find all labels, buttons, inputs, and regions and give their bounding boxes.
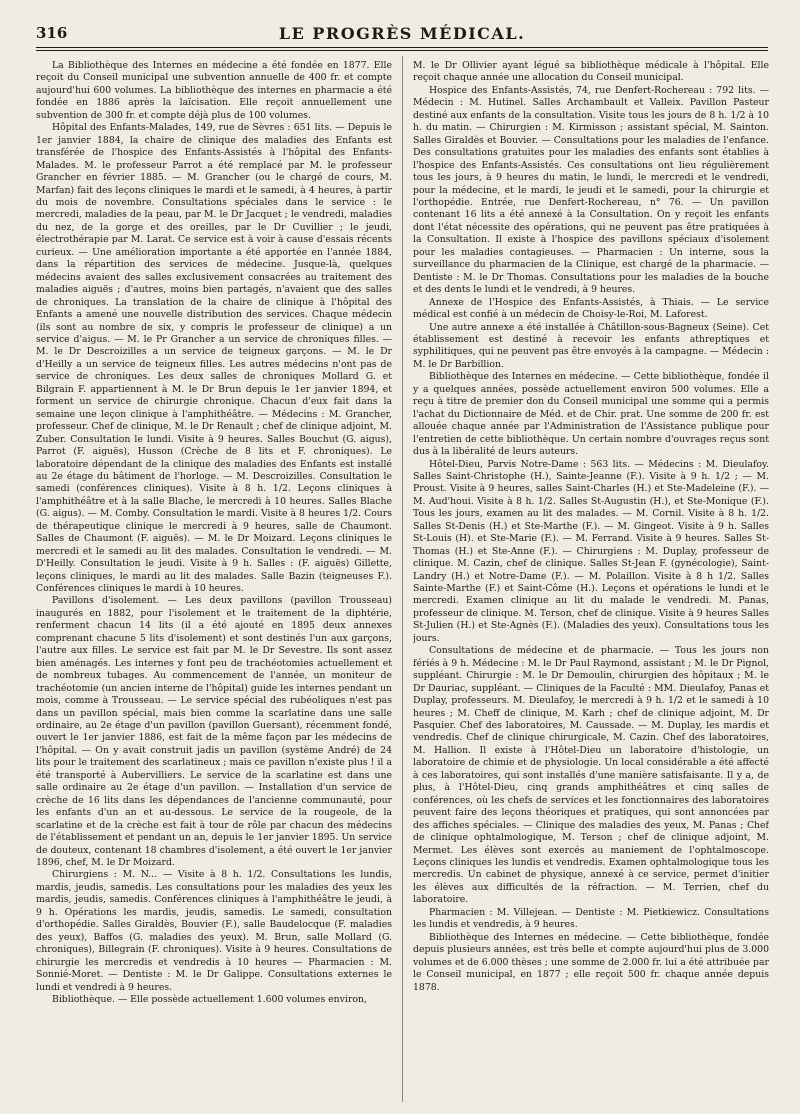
paragraph: Pharmacien : M. Villejean. — Dentiste : M. Pietkiewicz. Consultations les lundis et vendredis, à 9 heures. [413, 906, 769, 931]
paragraph: M. le Dr Ollivier ayant légué sa bibliothèque médicale à l'hôpital. Elle reçoit chaque année une allocation du Conseil municipal. [413, 60, 769, 84]
paragraph: Hôpital des Enfants-Malades, 149, rue de Sèvres : 651 lits. — Depuis le 1er janvier 1884, la chaire de clinique des maladies des Enfants est transférée de l'hospice des Enfants-Assistés à l'hôpital des Enfants-Malades. M. le professeur Parrot a été remplacé par M. le professeur Grancher en février 1885. — M. Grancher (ou le chargé de cours, M. Marfan) fait des leçons cliniques le mardi et le samedi, à 4 heures, à partir du mois de novembre. Consultations spéciales dans le service : le mercredi, maladies de la peau, par M. le Dr Jacquet ; le vendredi, maladies du nez, de la gorge et des oreilles, par le Dr Cuvillier ; le jeudi, électrothérapie par M. Larat. Ce service est à voir à cause d'essais récents curieux. — Une amélioration importante a été apportée en l'année 1884, dans la répartition des services de médecine. Jusque-là, quelques médecins avaient des salles exclusivement consacrées au traitement des maladies aiguës ; d'autres, moins bien partagés, n'avaient que des salles de chroniques. La translation de la chaire de clinique à l'hôpital des Enfants a amené une nouvelle distribution des services. Chaque médecin (ils sont au nombre de six, y compris le professeur de clinique) a un service d'aigus. — M. le Pr Grancher a un service de chroniques filles. — M. le Dr Descroizilles a un service de teigneux garçons. — M. le Dr d'Heilly a un service de teigneux filles. Les autres médecins n'ont pas de service de chroniques. Les deux salles de chroniques Mollard G. et Bilgrain F. appartiennent à M. le Dr Brun depuis le 1er janvier 1894, et forment un service de chirurgie chronique. Chacun d'eux fait dans la semaine une leçon clinique à l'amphithéâtre. — Médecins : M. Grancher, professeur. Chef de clinique, M. le Dr Renault ; chef de clinique adjoint, M. Zuber. Consultation le lundi. Visite à 9 heures. Salles Bouchut (G. aigus), Parrot (F. aiguës), Husson (Crèche de 8 lits et F. chroniques). Le laboratoire dépendant de la clinique des maladies des Enfants est installé au 2e étage du bâtiment de l'horloge. — M. Descroizilles. Consultation le samedi (conférences cliniques). Visite à 8 h. 1/2. Leçons cliniques à l'amphithéâtre et à la salle Blache, le mercredi à 10 heures. Salles Blache (G. aigus). — M. Comby. Consultation le mardi. Visite à 8 heures 1/2. Cours de thérapeutique clinique le mercredi à 9 heures, salle de Chaumont. Salles de Chaumont (F. aiguës). — M. le Dr Moizard. Leçons cliniques le mercredi et le samedi au lit des malades. Consultation le vendredi. — M. D'Heilly. Consultation le jeudi. Visite à 9 h. Salles : (F. aiguës) Gillette, leçons cliniques, le mardi au lit des malades. Salle Bazin (teigneuses F.). Conférences cliniques le mardi à 10 heures. [36, 122, 392, 595]
paragraph: Consultations de médecine et de pharmacie. — Tous les jours non fériés à 9 h. Médecine : M. le Dr Paul Raymond, assistant ; M. le Dr Pignol, suppléant. Chirurgie : M. le Dr Demoulin, chirurgien des hôpitaux ; M. le Dr Dauriac, suppléant. — Cliniques de la Faculté : MM. Dieulafoy, Panas et Duplay, professeurs. M. Dieulafoy, le mercredi à 9 h. 1/2 et le samedi à 10 heures ; M. Cheff de clinique, M. Karh ; chef de clinique adjoint, M. Dr Pasquier. Chef des laboratoires, M. Caussade. — M. Duplay, les mardis et vendredis. Chef de clinique chirurgicale, M. Cazin. Chef des laboratoires, M. Hallion. Il existe à l'Hôtel-Dieu un laboratoire d'histologie, un laboratoire de chimie et de physiologie. Un local considérable a été affecté à ces laboratoires, qui sont installés d'une manière satisfaisante. Il y a, de plus, à l'Hôtel-Dieu, cinq grands amphithéâtres et cinq salles de conférences, où les chefs de services et les fonctionnaires des laboratoires peuvent faire des leçons théoriques et pratiques, qui sont annoncées par des affiches spéciales. — Clinique des maladies des yeux, M. Panas ; Chef de clinique ophtalmologique, M. Terson ; chef de clinique adjoint, M. Mermet. Les élèves sont exercés au maniement de l'ophtalmoscope. Leçons cliniques les lundis et vendredis. Examen ophtalmologique tous les mercredis. Un cabinet de physique, annexé à ce service, permet d'initier les élèves aux difficultés de la réfraction. — M. Terrien, chef du laboratoire. [413, 645, 769, 906]
paragraph: Une autre annexe a été installée à Châtillon-sous-Bagneux (Seine). Cet établissement est destiné à recevoir les enfants athreptiques et syphilitiques, qui ne peuvent pas être envoyés à la campagne. — Médecin : M. le Dr Barbillion. [413, 321, 769, 370]
header-rule-thin [36, 50, 768, 51]
left-column [36, 60, 392, 1100]
paragraph: Annexe de l'Hospice des Enfants-Assistés, à Thiais. — Le service médical est confié à un médecin de Choisy-le-Roi, M. Laforest. [413, 296, 769, 321]
paragraph: Hôtel-Dieu, Parvis Notre-Dame : 563 lits. — Médecins : M. Dieulafoy. Salles Saint-Christophe (H.), Sainte-Jeanne (F.). Visite à 9 h. 1/2 ; — M. Proust. Visite à 9 heures, salles Saint-Charles (H.) et Ste-Madeleine (F.). — M. Aud'houi. Visite à 8 h. 1/2. Salles St-Augustin (H.), et Ste-Monique (F.). Tous les jours, examen au lit des malades. — M. Cornil. Visite à 8 h. 1/2. Salles St-Denis (H.) et Ste-Marthe (F.). — M. Gingeot. Visite à 9 h. Salles St-Louis (H). et Ste-Marie (F.). — M. Ferrand. Visite à 9 heures. Salles St-Thomas (H.) et Ste-Anne (F.). — Chirurgiens : M. Duplay, professeur de clinique. M. Cazin, chef de clinique. Salles St-Jean F. (gynécologie), Saint-Landry (H.) et Notre-Dame (F.). — M. Polaillon. Visite à 8 h 1/2. Salles Sainte-Marthe (F.) et Saint-Côme (H.). Leçons et opérations le lundi et le mercredi. Examen clinique au lit du malade le vendredi. M. Panas, professeur de clinique. M. Terson, chef de clinique. Visite à 9 heures Salles St-Julien (H.) et Ste-Agnès (F.). (Maladies des yeux). Consultations tous les jours. [413, 458, 769, 644]
paragraph: Hospice des Enfants-Assistés, 74, rue Denfert-Rochereau : 792 lits. — Médecin : M. Hutinel. Salles Archambault et Valleix. Pavillon Pasteur destiné aux enfants de la consultation. Visite tous les jours de 8 h. 1/2 à 10 h. du matin. — Chirurgien : M. Kirmisson ; assistant spécial, M. Sainton. Salles Giraldès et Bouvier. — Consultations pour les maladies de l'enfance. Des consultations gratuites pour les maladies des enfants sont établies à l'hospice des Enfants-Assistés. Ces consultations ont lieu régulièrement tous les jours, à 9 heures du matin, le lundi, le mercredi et le vendredi, pour la médecine, et le mardi, le jeudi et le samedi, pour la chirurgie et l'orthopédie. Entrée, rue Denfert-Rochereau, n° 76. — Un pavillon contenant 16 lits a été annexé à la Consultation. On y reçoit les enfants dont l'état nécessite des opérations, qui ne peuvent pas être pratiquées à la Consultation. Il existe à l'hospice des pavillons spéciaux d'isolement pour les maladies contagieuses. — Pharmacien : Un interne, sous la surveillance du pharmacien de la Clinique, est chargé de la pharmacie. — Dentiste : M. le Dr Thomas. Consultations pour les maladies de la bouche et des dents le lundi et le vendredi, à 9 heures. [413, 84, 769, 296]
paragraph: La Bibliothèque des Internes en médecine a été fondée en 1877. Elle reçoit du Conseil municipal une subvention annuelle de 400 fr. et compte aujourd'hui 600 volumes. La bibliothèque des internes en pharmacie a été fondée en 1886 après la laïcisation. Elle reçoit annuellement une subvention de 300 fr. et compte déjà plus de 100 volumes. [36, 60, 392, 121]
paragraph: Bibliothèque des Internes en médecine. — Cette bibliothèque, fondée il y a quelques années, possède actuellement environ 500 volumes. Elle a reçu à titre de premier don du Conseil municipal une somme qui a permis l'achat du Dictionnaire de Méd. et de Chir. prat. Une somme de 200 fr. est allouée chaque année par l'Administration de l'Assistance publique pour l'entretien de cette bibliothèque. Un certain nombre d'ouvrages reçus sont dus à la libéralité de leurs auteurs. [413, 371, 769, 458]
column-divider [402, 56, 403, 1102]
journal-title: LE PROGRÈS MÉDICAL. [278, 24, 526, 43]
header-rule [36, 47, 768, 48]
paragraph: Pavillons d'isolement. — Les deux pavillons (pavillon Trousseau) inaugurés en 1882, pour l'isolement et le traitement de la diphtérie, renferment chacun 14 lits (il a été ajouté en 1895 deux annexes comprenant chacune 5 lits d'isolement) et sont destinés l'un aux garçons, l'autre aux filles. Le service est fait par M. le Dr Sevestre. Ils sont assez bien aménagés. Les internes y font peu de trachéotomies actuellement et de nombreux tubages. Au commencement de l'année, un moniteur de trachéotomie (un ancien interne de l'hôpital) guide les internes pendant un mois, comme à Trousseau. — Le service spécial des rubéoliques n'est pas dans un pavillon spécial, mais bien comme la scarlatine dans une salle ordinaire, au 2e étage d'un pavillon (pavillon Guersant), récemment fondé, ouvert le 1er janvier 1886, est fait de la même façon par les médecins de l'hôpital. — On y avait construit jadis un pavillon (système André) de 24 lits pour le traitement des scarlatineux ; mais ce pavillon n'existe plus ! il a été transporté à Aubervilliers. Le service de la scarlatine est dans une salle ordinaire au 2e étage d'un pavillon. — Installation d'un service de crèche de 16 lits dans les dépendances de l'ancienne communauté, pour les enfants d'un an et au-dessous. Le service de la rougeole, de la scarlatine et de la crèche est fait à tour de rôle par chacun des médecins de l'établissement et pendant un an, depuis le 1er janvier 1895. Un service de douteux, contenant 18 chambres d'isolement, a été ouvert le 1er janvier 1896, chef, M. le Dr Moizard. [36, 595, 392, 868]
paragraph: Bibliothèque des Internes en médecine. — Cette bibliothèque, fondée depuis plusieurs années, est très belle et compte aujourd'hui plus de 3.000 volumes et de 6.000 thèses ; une somme de 2.000 fr. lui a été attribuée par le Conseil municipal, en 1877 ; elle reçoit 500 fr. chaque année depuis 1878. [413, 931, 769, 993]
paragraph: Bibliothèque. — Elle possède actuellement 1.600 volumes environ, [52, 993, 367, 1005]
right-column [413, 60, 769, 1100]
page-header [36, 24, 768, 46]
page-number: 316 [36, 24, 68, 42]
paragraph: Chirurgiens : M. N... — Visite à 8 h. 1/2. Consultations les lundis, mardis, jeudis, samedis. Les consultations pour les maladies des yeux les mardis, jeudis, samedis. Conférences cliniques à l'amphithéâtre le jeudi, à 9 h. Opérations les mardis, jeudis, samedis. Le samedi, consultation d'orthopédie. Salles Giraldès, Bouvier (F.), salle Baudelocque (F. maladies des yeux), Baffos (G. maladies des yeux). M. Brun, salle Mollard (G. chroniques), Billegrain (F. chroniques). Visite à 9 heures. Consultations de chirurgie les mercredis et vendredis à 10 heures — Pharmacien : M. Sonnié-Moret. — Dentiste : M. le Dr Galippe. Consultations externes le lundi et vendredi à 9 heures. [36, 869, 392, 993]
